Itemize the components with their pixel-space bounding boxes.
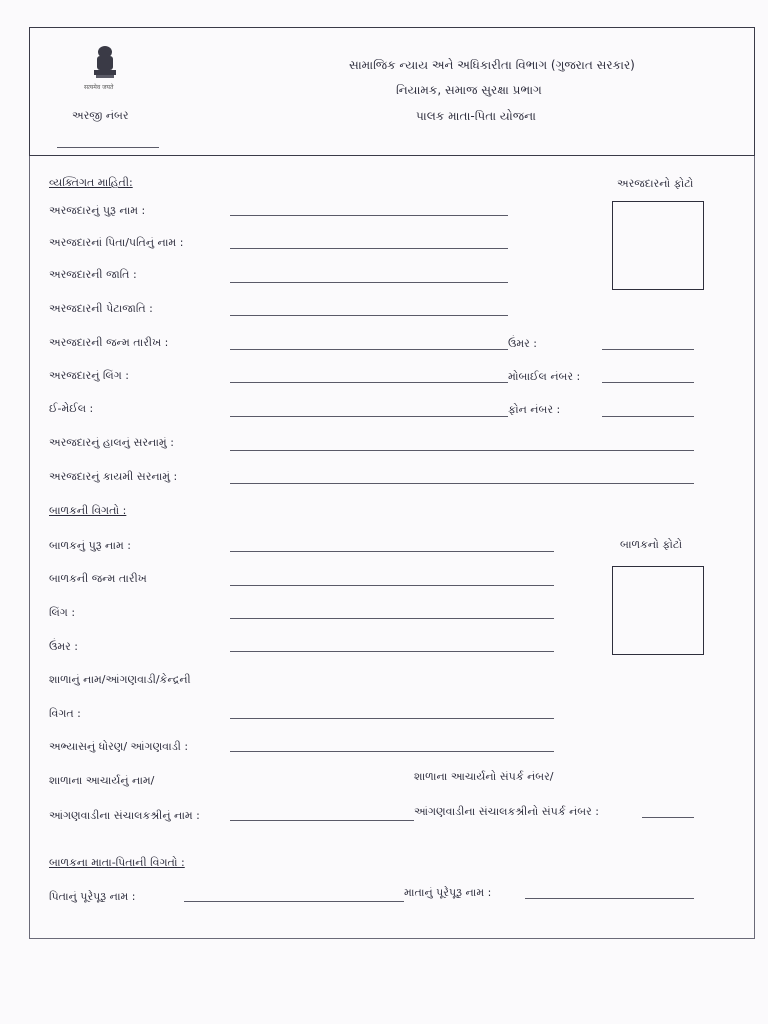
- email-label: ઈ-મેઈલ :: [49, 402, 94, 415]
- phone-label: ફોન નંબર :: [508, 403, 561, 416]
- caste-field[interactable]: [230, 282, 508, 283]
- gender-label: અરજદારનું લિંગ :: [49, 369, 129, 382]
- child-gender-label: લિંગ :: [49, 606, 76, 619]
- child-age-field[interactable]: [230, 651, 554, 652]
- email-field[interactable]: [230, 416, 508, 417]
- birth-date-field[interactable]: [230, 349, 508, 350]
- header-box: [29, 27, 755, 156]
- father-name-label: પિતાનું પૂરેપૂરૂ નામ :: [49, 890, 136, 903]
- full-name-label: અરજદારનું પુરૂ નામ :: [49, 204, 146, 217]
- applicant-photo-label: અરજદારનો ફોટો: [617, 177, 694, 190]
- birth-date-label: અરજદારની જન્મ તારીખ :: [49, 336, 169, 349]
- age-label: ઉંમર :: [508, 337, 537, 350]
- child-birth-date-field[interactable]: [230, 585, 554, 586]
- caste-label: અરજદારની જાતિ :: [49, 268, 137, 281]
- details-label: વિગત :: [49, 707, 81, 720]
- permanent-address-label: અરજદારનું કાયમી સરનામું :: [49, 470, 178, 483]
- mother-name-label: માતાનું પૂરેપૂરૂ નામ :: [404, 886, 492, 899]
- parents-section-title: બાળકના માતા-પિતાની વિગતો :: [49, 856, 185, 869]
- teacher-name-label-line1: શાળાના આચાર્યનું નામ/: [49, 774, 155, 787]
- full-name-field[interactable]: [230, 215, 508, 216]
- application-number-label: અરજી નંબર: [72, 109, 129, 122]
- child-section-title: બાળકની વિગતો :: [49, 504, 127, 517]
- permanent-address-field[interactable]: [230, 483, 694, 484]
- child-full-name-label: બાળકનું પુરૂ નામ :: [49, 539, 131, 552]
- current-address-field[interactable]: [230, 450, 694, 451]
- teacher-contact-field[interactable]: [642, 817, 694, 818]
- mother-name-field[interactable]: [525, 898, 694, 899]
- child-birth-date-label: બાળકની જન્મ તારીખ: [49, 572, 147, 585]
- sub-caste-label: અરજદારની પેટાજાતિ :: [49, 302, 153, 315]
- father-husband-name-label: અરજદારનાં પિતા/પતિનું નામ :: [49, 236, 184, 249]
- details-field[interactable]: [230, 718, 554, 719]
- mobile-label: મોબાઈલ નંબર :: [508, 370, 581, 383]
- father-husband-name-field[interactable]: [230, 248, 508, 249]
- applicant-photo-box[interactable]: [612, 201, 704, 290]
- teacher-contact-label-line1: શાળાના આચાર્યનો સંપર્ક નંબર/: [414, 770, 554, 783]
- phone-field[interactable]: [602, 416, 694, 417]
- age-field[interactable]: [602, 349, 694, 350]
- child-full-name-field[interactable]: [230, 551, 554, 552]
- application-number-field[interactable]: [57, 147, 159, 148]
- standard-label: અભ્યાસનું ધોરણ/ આંગણવાડી :: [49, 740, 189, 753]
- directorate-title: નિયામક, સમાજ સુરક્ષા પ્રભાગ: [396, 83, 542, 97]
- sub-caste-field[interactable]: [230, 315, 508, 316]
- teacher-contact-label-line2: આંગણવાડીના સંચાલકશ્રીનો સંપર્ક નંબર :: [414, 805, 600, 818]
- scheme-title: પાલક માતા-પિતા યોજના: [416, 109, 536, 123]
- child-gender-field[interactable]: [230, 618, 554, 619]
- father-name-field[interactable]: [184, 901, 404, 902]
- standard-field[interactable]: [230, 751, 554, 752]
- teacher-name-field[interactable]: [230, 820, 414, 821]
- child-photo-box[interactable]: [612, 566, 704, 655]
- child-age-label: ઉંમર :: [49, 640, 78, 653]
- personal-section-title: વ્યક્તિગત માહિતી:: [49, 176, 133, 189]
- gender-field[interactable]: [230, 382, 508, 383]
- department-title: સામાજિક ન્યાય અને અધિકારીતા વિભાગ (ગુજરાત સરકાર): [349, 58, 635, 72]
- school-name-label: શાળાનું નામ/આંગણવાડી/કેન્દ્રની: [49, 673, 191, 686]
- current-address-label: અરજદારનું હાલનું સરનામું :: [49, 436, 174, 449]
- child-photo-label: બાળકનો ફોટો: [620, 538, 683, 551]
- emblem-caption: सत्यमेव जयते: [84, 84, 114, 91]
- mobile-field[interactable]: [602, 382, 694, 383]
- teacher-name-label-line2: આંગણવાડીના સંચાલકશ્રીનું નામ :: [49, 809, 200, 822]
